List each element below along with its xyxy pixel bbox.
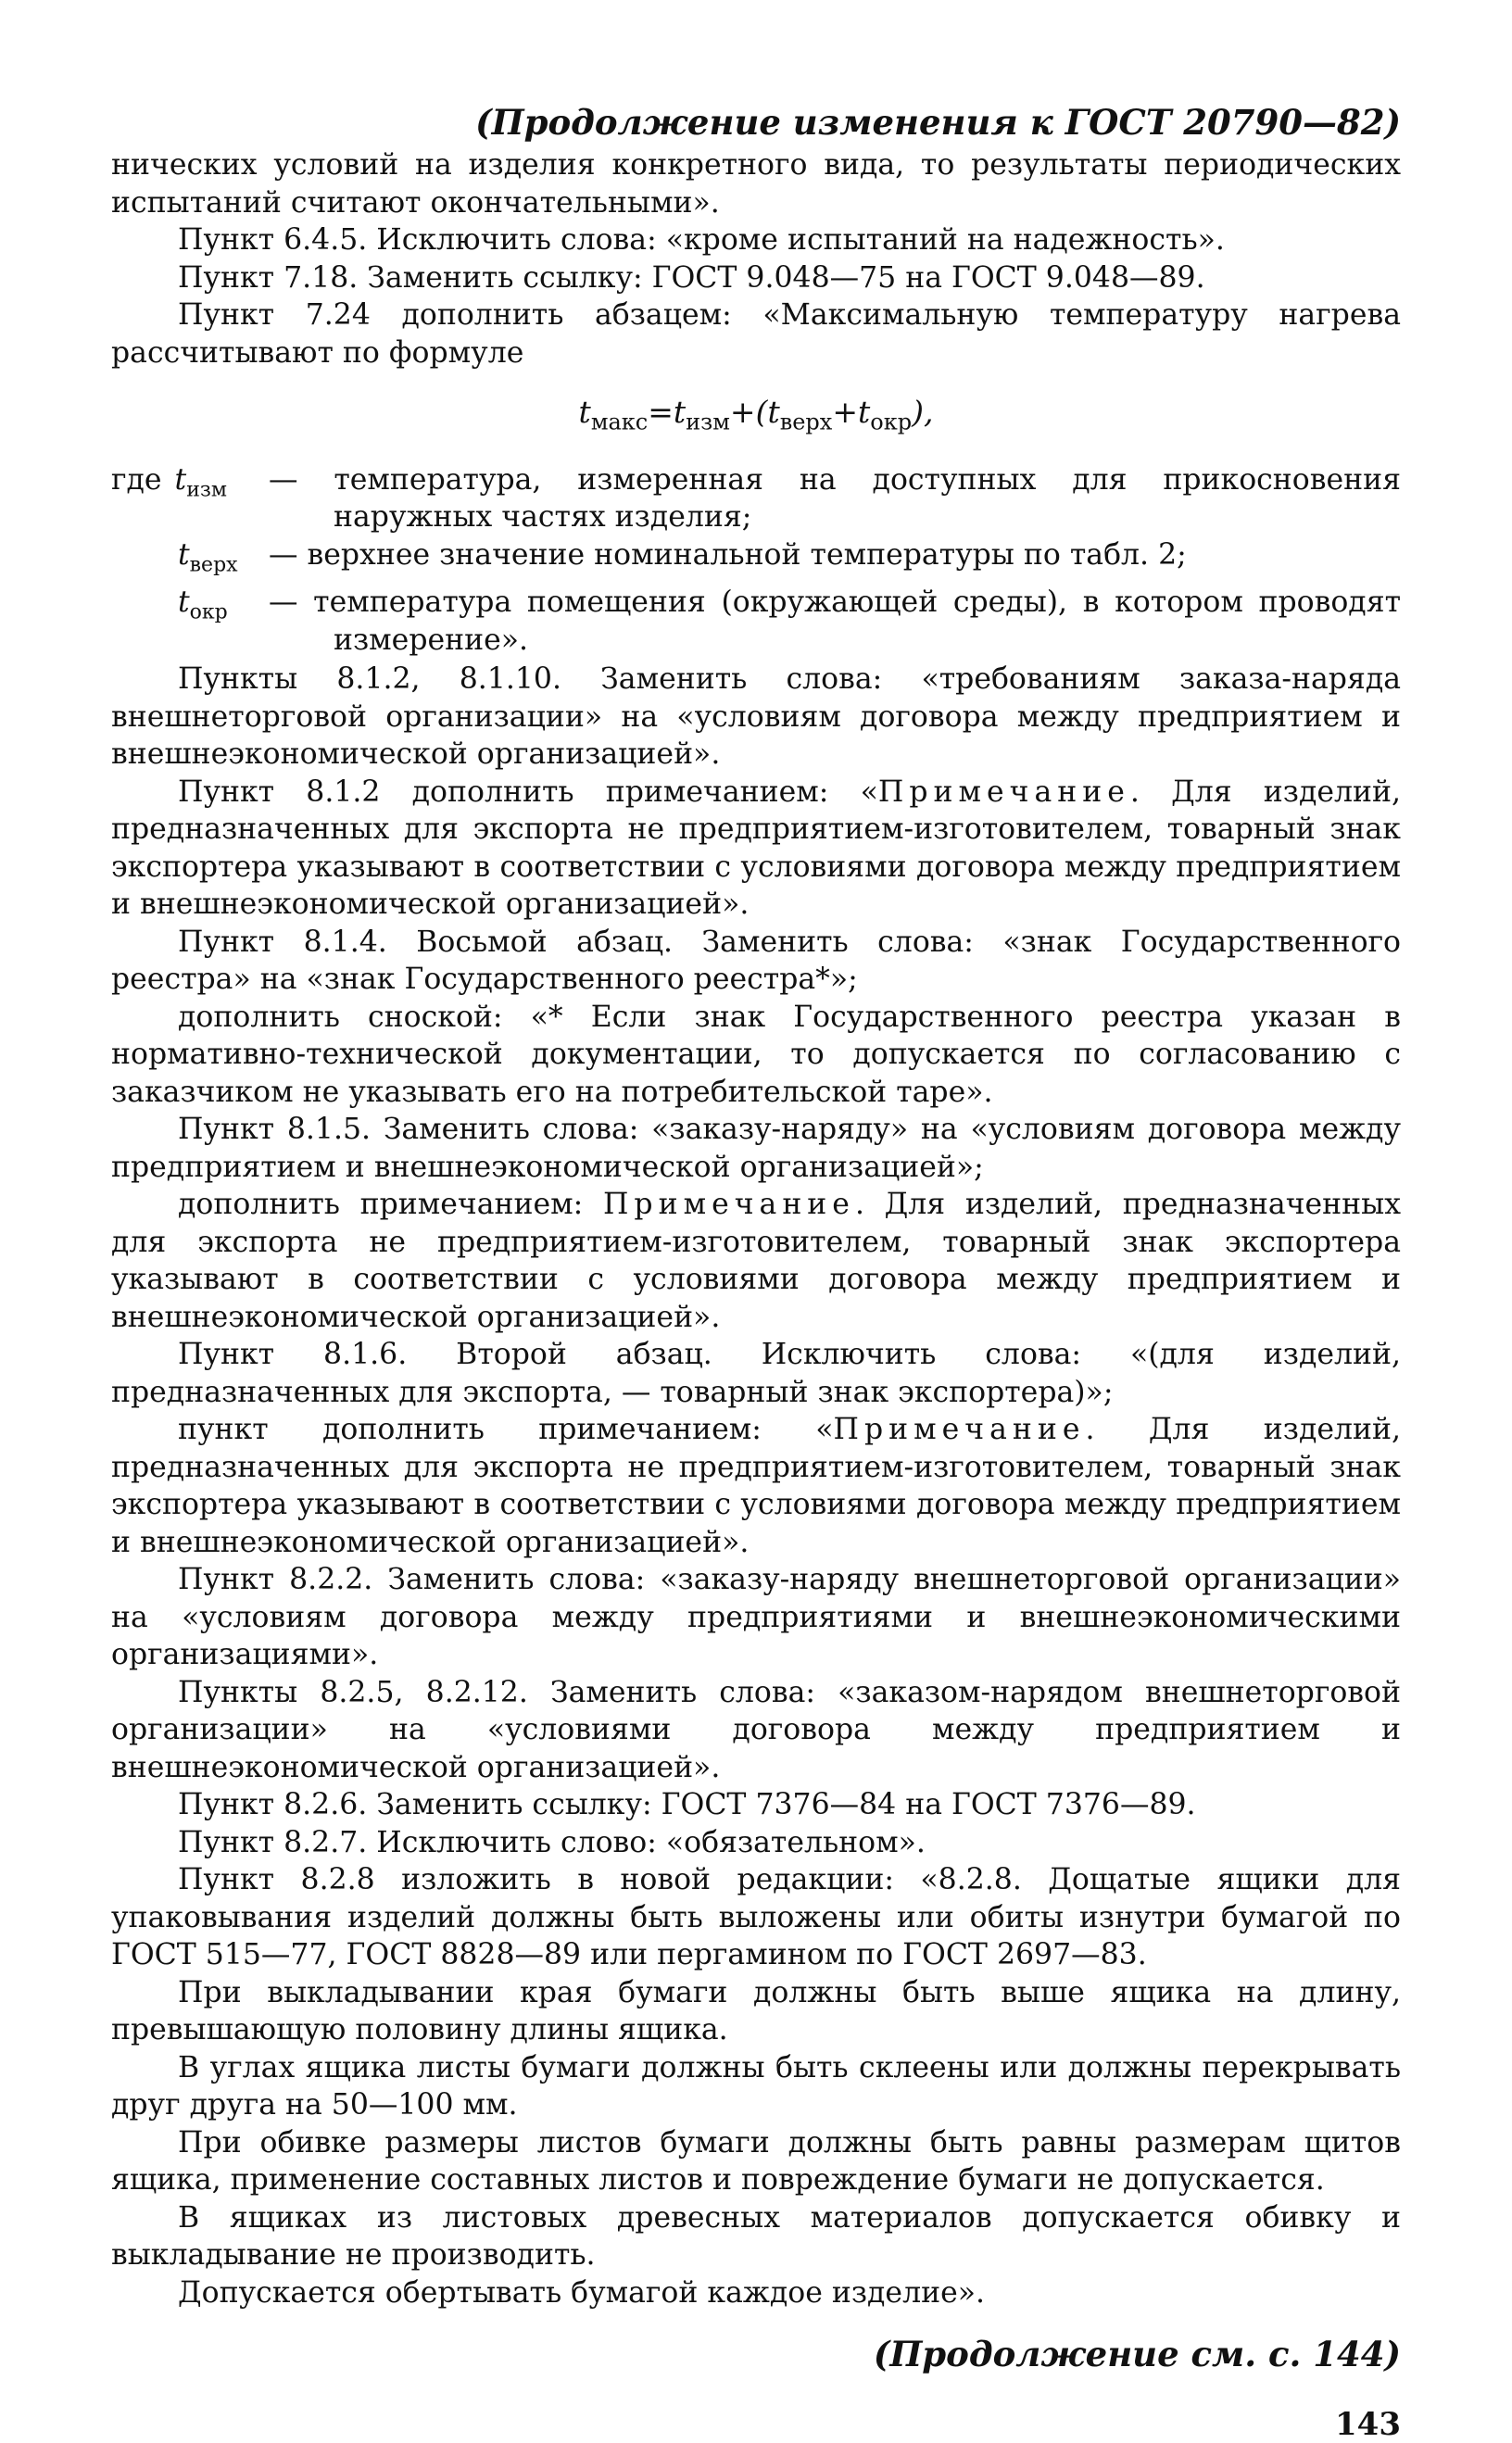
paragraph: При выкладывании края бумаги должны быть выше ящика на длину, превышающую половину длины ящика. (111, 1975, 1401, 2047)
note-label: Примечание (833, 1413, 1086, 1447)
paragraph: Пункт 8.2.2. Заменить слова: «заказу-наряду внешнеторговой организации» на «условиям договора между предприятиями и внешнеэкономическими организациями». (111, 1563, 1401, 1672)
formula-sub: верх (779, 409, 833, 435)
formula-op: = (648, 394, 674, 430)
definition-row (111, 461, 1401, 536)
paragraph: Пункт 8.1.5. Заменить слова: «заказу-наряду» на «условиям договора между предприятием и внешнеэкономической организацией»; (111, 1113, 1401, 1184)
text-run: . Для изделий, предназначенных для экспорта не предприятием-изготовителем, товарный знак экспортера указывают в соответствии с условиями договора между предприятием и внешнеэкономической организацией». (111, 774, 1401, 922)
formula-var: t (578, 394, 591, 430)
note-label: Примечание (877, 774, 1130, 809)
definition-term (111, 536, 269, 585)
paragraph: Пункт 8.1.6. Второй абзац. Исключить слова: «(для изделий, предназначенных для экспорта, — товарный знак экспортера)»; (111, 1338, 1401, 1409)
formula-var: t (767, 394, 780, 430)
definition-term (111, 584, 269, 632)
paragraph: Пункт 8.1.4. Восьмой абзац. Заменить слова: «знак Государственного реестра» на «знак Государственного реестра*»; (111, 925, 1401, 997)
paragraph: Пункты 8.2.5, 8.2.12. Заменить слова: «заказом-нарядом внешнеторговой организации» на «условиями договора между предприятием и внешнеэкономической организацией». (111, 1675, 1401, 1784)
definition-row (111, 536, 1401, 585)
paragraph: В углах ящика листы бумаги должны быть склеены или должны перекрывать друг друга на 50—100 мм. (111, 2050, 1401, 2122)
definition-text: — температура, измеренная на доступных для прикосновения наружных частях изделия; (269, 462, 1401, 535)
text-run: . Для изделий, предназначенных для экспорта не предприятием-изготовителем, товарный знак экспортера указывают в соответствии с условиями договора между предприятием и внешнеэкономической организацией». (111, 1413, 1401, 1559)
formula-definitions (111, 461, 1401, 660)
paragraph: При обивке размеры листов бумаги должны быть равны размерам щитов ящика, применение составных листов и повреждение бумаги не допускается. (111, 2125, 1401, 2197)
term-var: t (174, 462, 187, 497)
definition-term (111, 461, 269, 510)
term-var: t (178, 537, 190, 572)
formula-sub: макс (590, 409, 649, 435)
formula-op: + (832, 394, 858, 430)
paragraph: Пункт 7.24 дополнить абзацем: «Максимальную температуру нагрева рассчитывают по формуле (111, 298, 1401, 370)
continuation-footer: (Продолжение см. с. 144) (873, 2334, 1401, 2375)
term-sub: изм (186, 477, 227, 501)
text-run: Пункт 8.1.2 дополнить примечанием: « (178, 774, 878, 809)
formula-var: t (858, 394, 871, 430)
paragraph (111, 774, 1401, 924)
definition-text: — верхнее значение номинальной температуры по табл. 2; (269, 537, 1187, 572)
paragraph: Пункт 8.2.8 изложить в новой редакции: «8.2.8. Дощатые ящики для упаковывания изделий должны быть выложены или обиты изнутри бумагой по ГОСТ 515—77, ГОСТ 8828—89 или пергамином по ГОСТ 2697—83. (111, 1863, 1401, 1972)
text-run: . Для изделий, предназначенных для экспорта не предприятием-изготовителем, товарный знак экспортера указывают в соответствии с условиями договора между предприятием и внешнеэкономической организацией». (111, 1188, 1401, 1334)
formula-var: t (673, 394, 687, 430)
formula-sub: изм (686, 409, 730, 435)
paragraph: Пункт 8.2.6. Заменить ссылку: ГОСТ 7376—84 на ГОСТ 7376—89. (178, 1788, 1196, 1822)
paragraph: Пункт 7.18. Заменить ссылку: ГОСТ 9.048—75 на ГОСТ 9.048—89. (178, 260, 1205, 295)
term-sub: верх (189, 552, 238, 576)
note-label: Примечание (602, 1188, 855, 1222)
formula-sub: окр (870, 409, 913, 435)
paragraph: дополнить сноской: «* Если знак Государственного реестра указан в нормативно-технической документации, то допускается по согласованию с заказчиком не указывать его на потребительской таре». (111, 1000, 1401, 1109)
paragraph: Допускается обертывать бумагой каждое изделие». (178, 2275, 986, 2310)
text-run: пункт дополнить примечанием: « (178, 1413, 834, 1447)
definition-row (111, 584, 1401, 659)
paragraph: нических условий на изделия конкретного вида, то результаты периодических испытаний считают окончательными». (111, 148, 1401, 220)
text-run: дополнить примечанием: (178, 1188, 603, 1222)
paragraph: В ящиках из листовых древесных материалов допускается обивку и выкладывание не производить. (111, 2200, 1401, 2273)
paragraph (111, 1411, 1401, 1561)
paragraph: Пункт 6.4.5. Исключить слова: «кроме испытаний на надежность». (178, 223, 1225, 257)
paragraph: Пункт 8.2.7. Исключить слово: «обязательном». (178, 1825, 926, 1859)
term-sub: окр (189, 600, 228, 624)
max-temperature-formula (111, 392, 1401, 443)
term-var: t (178, 586, 190, 620)
page-number: 143 (1335, 2406, 1401, 2443)
definition-text: — температура помещения (окружающей среды), в котором проводят измерение». (269, 586, 1401, 657)
paragraph: Пункты 8.1.2, 8.1.10. Заменить слова: «требованиям заказа-наряда внешнеторговой организации» на «условиям договора между предприятием и внешнеэкономической организацией». (111, 662, 1401, 772)
paragraph (111, 1186, 1401, 1336)
continuation-header: (Продолжение изменения к ГОСТ 20790—82) (475, 102, 1401, 143)
where-label: где (111, 462, 162, 497)
formula-op: ), (912, 394, 934, 430)
formula-op: +( (729, 394, 768, 430)
